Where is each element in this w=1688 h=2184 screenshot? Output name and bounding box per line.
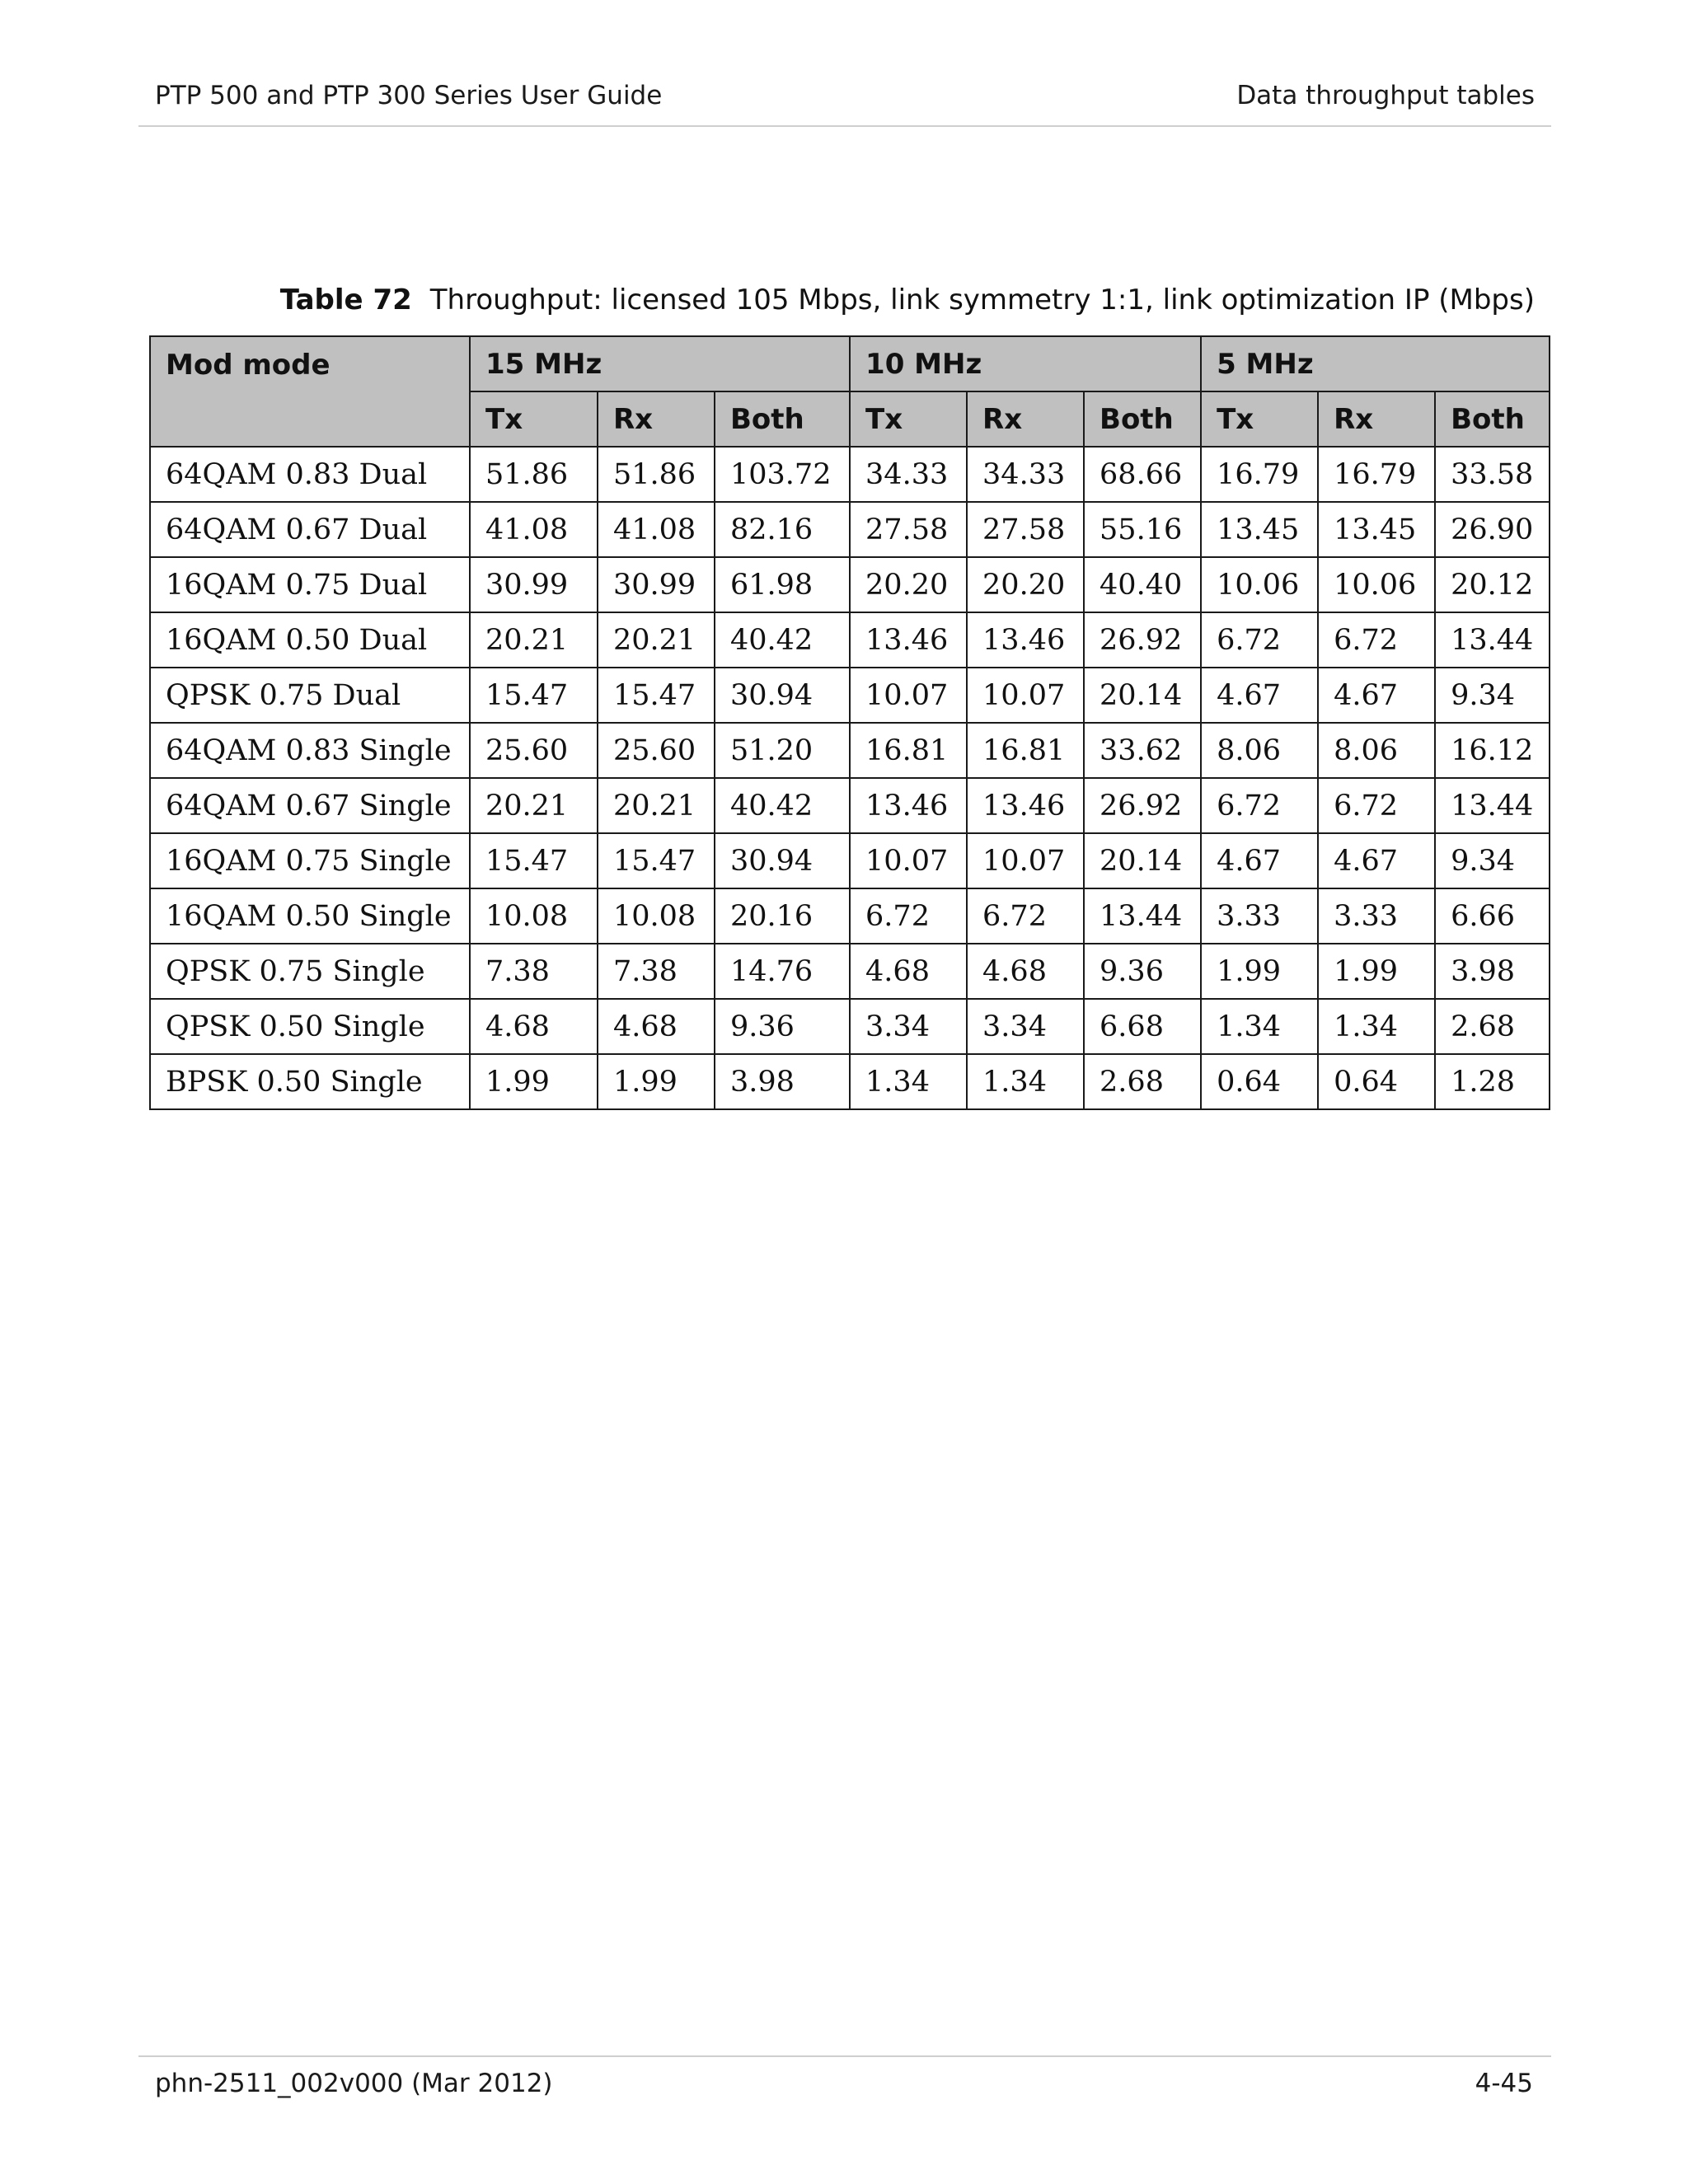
table-caption — [148, 284, 1535, 316]
cell-throughput-value: 4.67 — [1201, 668, 1318, 723]
table-caption-text: Throughput: licensed 105 Mbps, link symmetry 1:1, link optimization IP (Mbps) — [429, 284, 1535, 316]
table-row — [150, 778, 1550, 833]
cell-throughput-value: 34.33 — [850, 447, 967, 502]
cell-throughput-value: 82.16 — [715, 502, 850, 557]
table-row — [150, 502, 1550, 557]
cell-throughput-value: 20.21 — [470, 778, 598, 833]
cell-mod-mode: 16QAM 0.75 Single — [150, 833, 470, 888]
page-footer — [155, 2067, 1533, 2100]
cell-throughput-value: 6.72 — [1201, 778, 1318, 833]
cell-throughput-value: 61.98 — [715, 557, 850, 612]
cell-throughput-value: 0.64 — [1201, 1054, 1318, 1109]
cell-throughput-value: 0.64 — [1318, 1054, 1435, 1109]
cell-throughput-value: 8.06 — [1201, 723, 1318, 778]
cell-throughput-value: 10.08 — [598, 888, 715, 944]
page-header — [155, 79, 1535, 112]
cell-throughput-value: 20.14 — [1084, 833, 1201, 888]
cell-throughput-value: 13.45 — [1318, 502, 1435, 557]
cell-throughput-value: 55.16 — [1084, 502, 1201, 557]
cell-throughput-value: 13.44 — [1435, 778, 1550, 833]
cell-throughput-value: 30.94 — [715, 668, 850, 723]
cell-throughput-value: 13.46 — [967, 612, 1084, 668]
cell-throughput-value: 16.81 — [850, 723, 967, 778]
subheader-rx: Rx — [598, 391, 715, 447]
cell-mod-mode: 16QAM 0.75 Dual — [150, 557, 470, 612]
cell-throughput-value: 20.20 — [967, 557, 1084, 612]
cell-mod-mode: 64QAM 0.83 Single — [150, 723, 470, 778]
cell-throughput-value: 13.46 — [967, 778, 1084, 833]
cell-throughput-value: 15.47 — [470, 833, 598, 888]
header-group-10mhz: 10 MHz — [850, 336, 1201, 391]
cell-throughput-value: 2.68 — [1084, 1054, 1201, 1109]
cell-throughput-value: 1.99 — [1201, 944, 1318, 999]
cell-throughput-value: 20.16 — [715, 888, 850, 944]
cell-throughput-value: 4.68 — [598, 999, 715, 1054]
cell-throughput-value: 4.67 — [1318, 833, 1435, 888]
cell-throughput-value: 1.34 — [850, 1054, 967, 1109]
cell-mod-mode: QPSK 0.50 Single — [150, 999, 470, 1054]
header-section-title: Data throughput tables — [1236, 81, 1535, 110]
cell-mod-mode: QPSK 0.75 Single — [150, 944, 470, 999]
cell-mod-mode: 16QAM 0.50 Dual — [150, 612, 470, 668]
cell-mod-mode: QPSK 0.75 Dual — [150, 668, 470, 723]
cell-throughput-value: 15.47 — [470, 668, 598, 723]
cell-throughput-value: 10.08 — [470, 888, 598, 944]
table-row — [150, 447, 1550, 502]
cell-throughput-value: 20.21 — [598, 778, 715, 833]
footer-divider — [138, 2055, 1551, 2057]
cell-throughput-value: 6.72 — [850, 888, 967, 944]
cell-throughput-value: 41.08 — [598, 502, 715, 557]
cell-throughput-value: 15.47 — [598, 833, 715, 888]
cell-throughput-value: 41.08 — [470, 502, 598, 557]
subheader-tx: Tx — [1201, 391, 1318, 447]
table-row — [150, 944, 1550, 999]
cell-throughput-value: 10.07 — [850, 668, 967, 723]
cell-throughput-value: 9.34 — [1435, 833, 1550, 888]
cell-throughput-value: 4.67 — [1201, 833, 1318, 888]
cell-throughput-value: 4.68 — [470, 999, 598, 1054]
cell-throughput-value: 26.92 — [1084, 778, 1201, 833]
cell-throughput-value: 13.44 — [1435, 612, 1550, 668]
cell-throughput-value: 4.68 — [850, 944, 967, 999]
cell-throughput-value: 51.20 — [715, 723, 850, 778]
page-number: 4-45 — [1475, 2069, 1533, 2098]
header-mod-mode: Mod mode — [150, 336, 470, 447]
table-row — [150, 1054, 1550, 1109]
cell-throughput-value: 25.60 — [470, 723, 598, 778]
cell-throughput-value: 51.86 — [598, 447, 715, 502]
subheader-both: Both — [715, 391, 850, 447]
subheader-both: Both — [1084, 391, 1201, 447]
cell-throughput-value: 3.33 — [1201, 888, 1318, 944]
cell-throughput-value: 1.34 — [1318, 999, 1435, 1054]
cell-throughput-value: 9.36 — [715, 999, 850, 1054]
table-row — [150, 888, 1550, 944]
subheader-rx: Rx — [1318, 391, 1435, 447]
cell-throughput-value: 3.34 — [850, 999, 967, 1054]
cell-throughput-value: 34.33 — [967, 447, 1084, 502]
cell-throughput-value: 40.40 — [1084, 557, 1201, 612]
cell-throughput-value: 20.21 — [470, 612, 598, 668]
table-row — [150, 612, 1550, 668]
table-row — [150, 999, 1550, 1054]
cell-throughput-value: 13.46 — [850, 778, 967, 833]
cell-throughput-value: 51.86 — [470, 447, 598, 502]
cell-throughput-value: 6.72 — [967, 888, 1084, 944]
cell-throughput-value: 30.99 — [598, 557, 715, 612]
cell-throughput-value: 4.68 — [967, 944, 1084, 999]
cell-throughput-value: 1.99 — [470, 1054, 598, 1109]
cell-mod-mode: 16QAM 0.50 Single — [150, 888, 470, 944]
cell-throughput-value: 3.98 — [715, 1054, 850, 1109]
subheader-tx: Tx — [470, 391, 598, 447]
cell-throughput-value: 1.99 — [598, 1054, 715, 1109]
cell-throughput-value: 6.72 — [1318, 778, 1435, 833]
cell-throughput-value: 13.44 — [1084, 888, 1201, 944]
cell-throughput-value: 9.36 — [1084, 944, 1201, 999]
cell-throughput-value: 30.94 — [715, 833, 850, 888]
footer-document-id: phn-2511_002v000 (Mar 2012) — [155, 2069, 553, 2098]
cell-throughput-value: 26.90 — [1435, 502, 1550, 557]
subheader-tx: Tx — [850, 391, 967, 447]
cell-throughput-value: 33.62 — [1084, 723, 1201, 778]
cell-throughput-value: 20.21 — [598, 612, 715, 668]
cell-throughput-value: 10.07 — [967, 833, 1084, 888]
cell-throughput-value: 33.58 — [1435, 447, 1550, 502]
cell-throughput-value: 16.79 — [1201, 447, 1318, 502]
cell-throughput-value: 15.47 — [598, 668, 715, 723]
cell-throughput-value: 14.76 — [715, 944, 850, 999]
cell-throughput-value: 1.99 — [1318, 944, 1435, 999]
cell-throughput-value: 20.20 — [850, 557, 967, 612]
subheader-both: Both — [1435, 391, 1550, 447]
cell-mod-mode: BPSK 0.50 Single — [150, 1054, 470, 1109]
table-row — [150, 833, 1550, 888]
cell-throughput-value: 6.66 — [1435, 888, 1550, 944]
cell-throughput-value: 25.60 — [598, 723, 715, 778]
cell-throughput-value: 13.45 — [1201, 502, 1318, 557]
cell-throughput-value: 3.33 — [1318, 888, 1435, 944]
cell-throughput-value: 6.72 — [1318, 612, 1435, 668]
cell-throughput-value: 1.28 — [1435, 1054, 1550, 1109]
table-row — [150, 723, 1550, 778]
cell-mod-mode: 64QAM 0.83 Dual — [150, 447, 470, 502]
cell-throughput-value: 16.81 — [967, 723, 1084, 778]
cell-throughput-value: 6.72 — [1201, 612, 1318, 668]
cell-throughput-value: 4.67 — [1318, 668, 1435, 723]
cell-throughput-value: 13.46 — [850, 612, 967, 668]
cell-throughput-value: 20.14 — [1084, 668, 1201, 723]
cell-mod-mode: 64QAM 0.67 Single — [150, 778, 470, 833]
header-document-title: PTP 500 and PTP 300 Series User Guide — [155, 81, 663, 110]
cell-throughput-value: 7.38 — [598, 944, 715, 999]
header-divider — [138, 125, 1551, 127]
cell-throughput-value: 27.58 — [967, 502, 1084, 557]
cell-throughput-value: 40.42 — [715, 778, 850, 833]
cell-mod-mode: 64QAM 0.67 Dual — [150, 502, 470, 557]
cell-throughput-value: 27.58 — [850, 502, 967, 557]
cell-throughput-value: 7.38 — [470, 944, 598, 999]
cell-throughput-value: 6.68 — [1084, 999, 1201, 1054]
subheader-rx: Rx — [967, 391, 1084, 447]
header-group-15mhz: 15 MHz — [470, 336, 850, 391]
cell-throughput-value: 3.98 — [1435, 944, 1550, 999]
cell-throughput-value: 3.34 — [967, 999, 1084, 1054]
table-row — [150, 668, 1550, 723]
cell-throughput-value: 26.92 — [1084, 612, 1201, 668]
table-caption-label: Table 72 — [279, 284, 412, 316]
throughput-table — [149, 335, 1550, 1110]
cell-throughput-value: 10.07 — [850, 833, 967, 888]
cell-throughput-value: 10.06 — [1318, 557, 1435, 612]
header-group-5mhz: 5 MHz — [1201, 336, 1550, 391]
cell-throughput-value: 10.07 — [967, 668, 1084, 723]
cell-throughput-value: 103.72 — [715, 447, 850, 502]
cell-throughput-value: 16.79 — [1318, 447, 1435, 502]
cell-throughput-value: 16.12 — [1435, 723, 1550, 778]
table-body — [150, 447, 1550, 1109]
cell-throughput-value: 8.06 — [1318, 723, 1435, 778]
cell-throughput-value: 68.66 — [1084, 447, 1201, 502]
table-group-header-row — [150, 336, 1550, 391]
cell-throughput-value: 10.06 — [1201, 557, 1318, 612]
cell-throughput-value: 2.68 — [1435, 999, 1550, 1054]
cell-throughput-value: 1.34 — [1201, 999, 1318, 1054]
table-row — [150, 557, 1550, 612]
cell-throughput-value: 1.34 — [967, 1054, 1084, 1109]
cell-throughput-value: 30.99 — [470, 557, 598, 612]
cell-throughput-value: 40.42 — [715, 612, 850, 668]
cell-throughput-value: 20.12 — [1435, 557, 1550, 612]
cell-throughput-value: 9.34 — [1435, 668, 1550, 723]
